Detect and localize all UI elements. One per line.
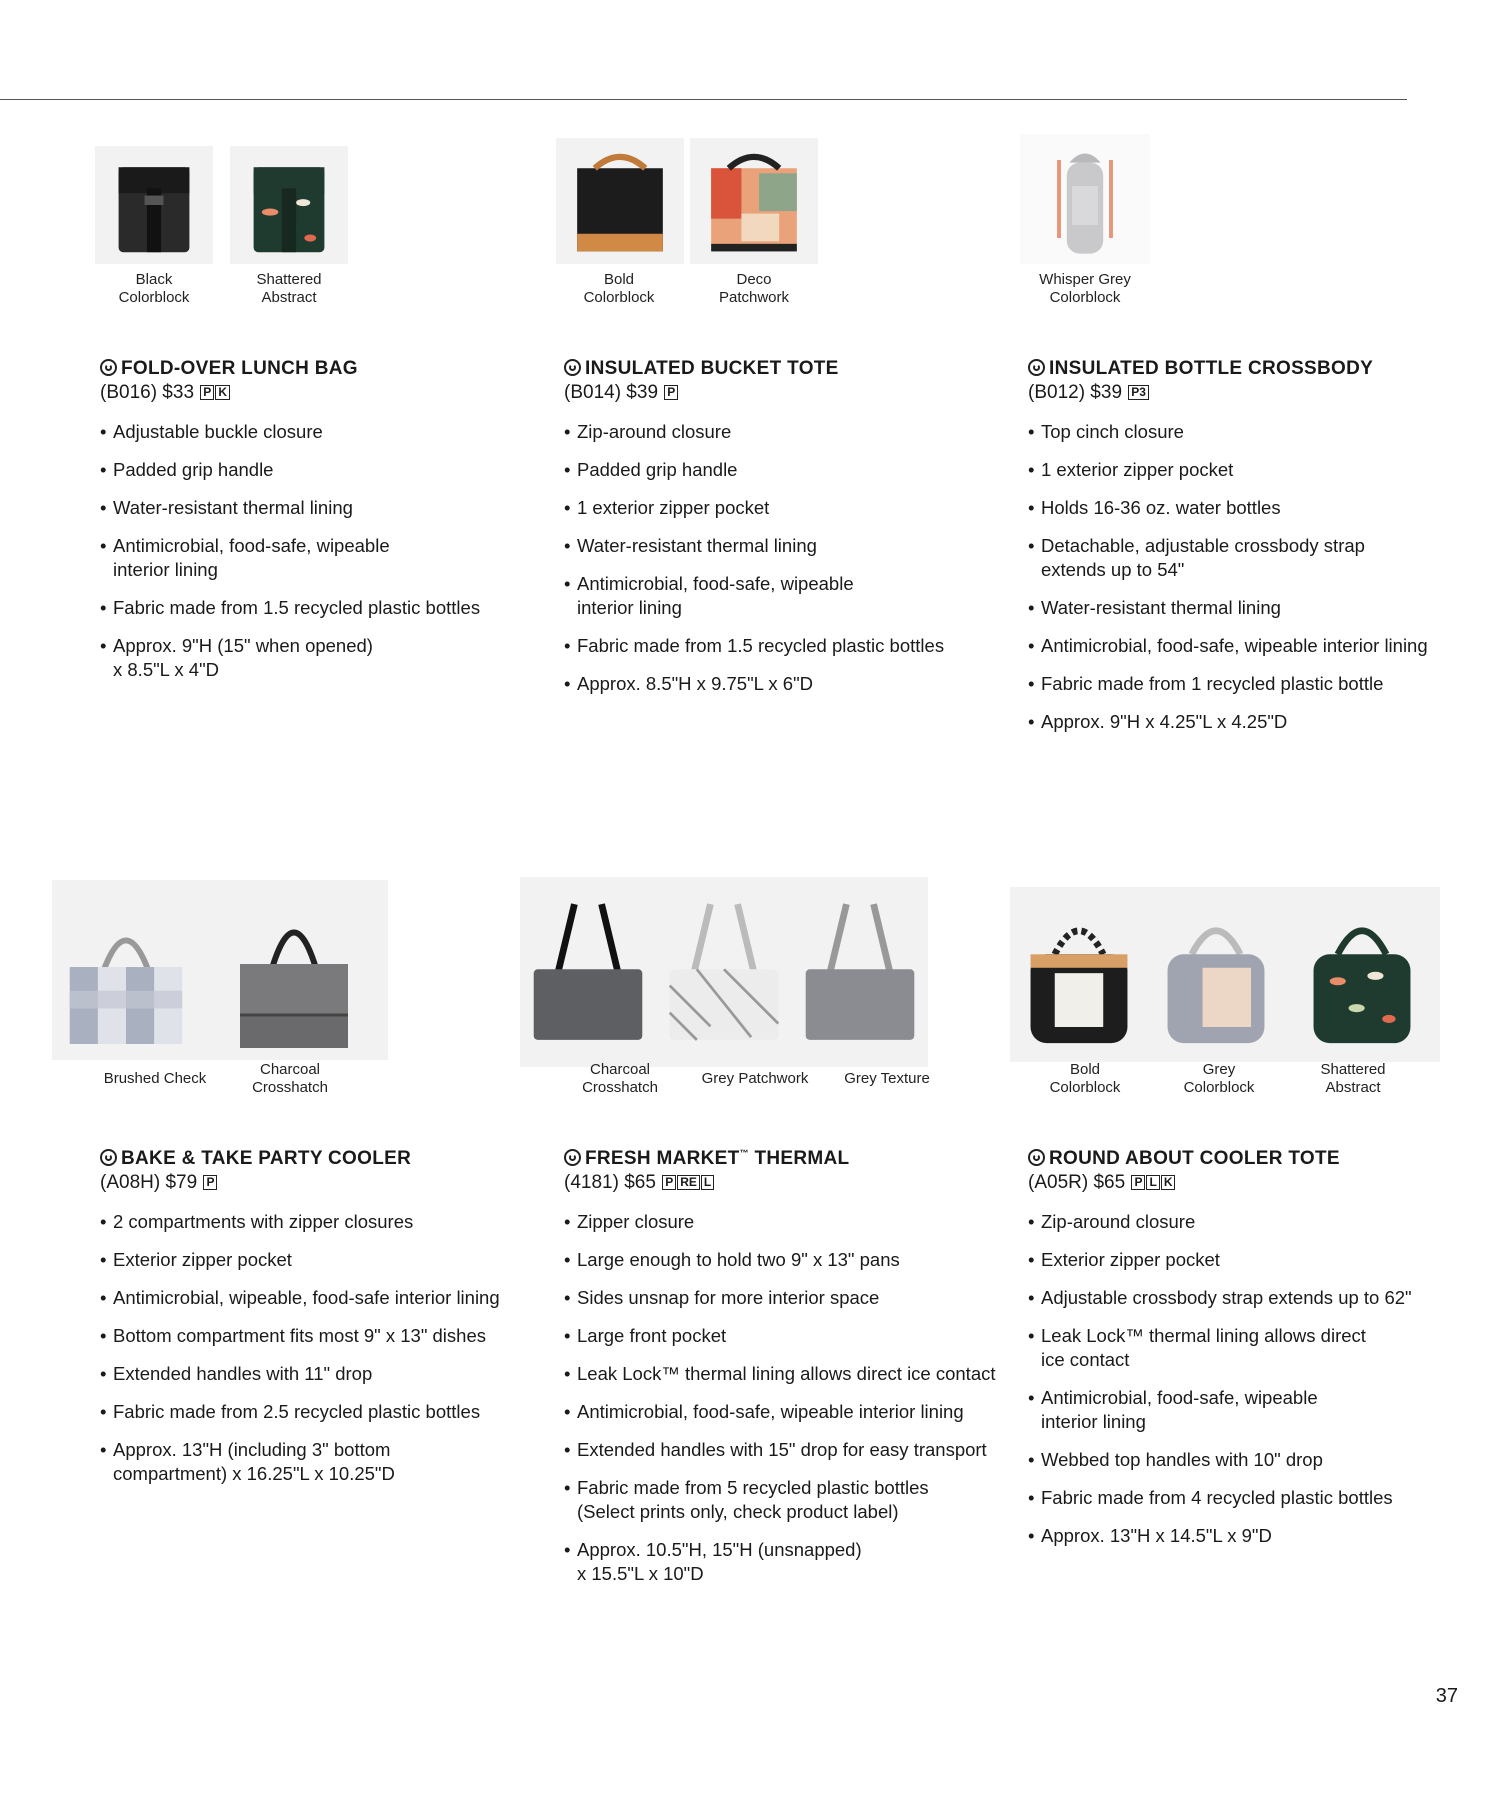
feature-item: • Padded grip handle bbox=[100, 458, 530, 482]
feature-item: • Leak Lock™ thermal lining allows direct ice contact bbox=[564, 1362, 1014, 1386]
bucket-tote-print-photo[interactable] bbox=[690, 138, 818, 264]
product-sku-price: (B014) $39 P bbox=[564, 382, 678, 404]
badge: K bbox=[1161, 1175, 1176, 1190]
feature-item: • Adjustable buckle closure bbox=[100, 420, 530, 444]
badge: K bbox=[215, 385, 230, 400]
feature-item: • Water-resistant thermal lining bbox=[100, 496, 530, 520]
bottle-crossbody-grey-photo[interactable] bbox=[1020, 134, 1150, 264]
feature-item: • Approx. 9"H (15" when opened) x 8.5"L x 4"D bbox=[100, 634, 530, 682]
top-divider bbox=[0, 99, 1407, 100]
feature-item: • Fabric made from 1 recycled plastic bottle bbox=[1028, 672, 1468, 696]
feature-list bbox=[564, 420, 994, 710]
swatch-label: Deco Patchwork bbox=[718, 271, 790, 306]
swatch-label: Shattered Abstract bbox=[256, 271, 322, 306]
feature-item: • Approx. 8.5"H x 9.75"L x 6"D bbox=[564, 672, 994, 696]
feature-item: • Extended handles with 15" drop for easy transport bbox=[564, 1438, 1014, 1462]
recycle-icon bbox=[100, 359, 117, 376]
feature-item: • Approx. 9"H x 4.25"L x 4.25"D bbox=[1028, 710, 1468, 734]
feature-item: • Antimicrobial, food-safe, wipeable interior lining bbox=[1028, 1386, 1468, 1434]
feature-item: • Adjustable crossbody strap extends up to 62" bbox=[1028, 1286, 1468, 1310]
feature-item: • Leak Lock™ thermal lining allows direct ice contact bbox=[1028, 1324, 1468, 1372]
product-title: FRESH MARKET™ THERMAL bbox=[564, 1148, 849, 1170]
feature-item: • Antimicrobial, food-safe, wipeable interior lining bbox=[564, 1400, 1014, 1424]
swatch-label: Grey Colorblock bbox=[1183, 1061, 1255, 1096]
badge: L bbox=[701, 1175, 714, 1190]
feature-item: • Sides unsnap for more interior space bbox=[564, 1286, 1014, 1310]
feature-item: • Antimicrobial, food-safe, wipeable interior lining bbox=[564, 572, 994, 620]
feature-item: • Holds 16-36 oz. water bottles bbox=[1028, 496, 1468, 520]
recycle-icon bbox=[100, 1149, 117, 1166]
feature-item: • Exterior zipper pocket bbox=[100, 1248, 540, 1272]
feature-list bbox=[564, 1210, 1014, 1600]
product-title: INSULATED BOTTLE CROSSBODY bbox=[1028, 358, 1373, 380]
swatch-label: Grey Patchwork bbox=[701, 1070, 809, 1087]
badge: P3 bbox=[1128, 385, 1149, 400]
feature-item: • Fabric made from 2.5 recycled plastic bottles bbox=[100, 1400, 540, 1424]
recycle-icon bbox=[1028, 1149, 1045, 1166]
feature-item: • 1 exterior zipper pocket bbox=[564, 496, 994, 520]
feature-item: • Large front pocket bbox=[564, 1324, 1014, 1348]
market-thermal-charcoal-photo[interactable] bbox=[520, 877, 656, 1067]
cooler-tote-print-photo[interactable] bbox=[1284, 887, 1440, 1062]
feature-item: • Zip-around closure bbox=[564, 420, 994, 444]
feature-item: • Fabric made from 1.5 recycled plastic bottles bbox=[100, 596, 530, 620]
swatch-label: Charcoal Crosshatch bbox=[582, 1061, 658, 1096]
feature-item: • Fabric made from 1.5 recycled plastic bottles bbox=[564, 634, 994, 658]
recycle-icon bbox=[564, 359, 581, 376]
feature-item: • Water-resistant thermal lining bbox=[1028, 596, 1468, 620]
product-sku-price: (A05R) $65 P L K bbox=[1028, 1172, 1175, 1194]
feature-item: • 2 compartments with zipper closures bbox=[100, 1210, 540, 1234]
feature-list bbox=[1028, 420, 1468, 748]
feature-item: • Antimicrobial, food-safe, wipeable interior lining bbox=[100, 534, 530, 582]
party-cooler-charcoal-photo[interactable] bbox=[200, 880, 388, 1060]
page-number: 37 bbox=[1435, 1685, 1458, 1707]
product-title: BAKE & TAKE PARTY COOLER bbox=[100, 1148, 411, 1170]
market-thermal-grey-photo[interactable] bbox=[792, 877, 928, 1067]
feature-item: • Antimicrobial, wipeable, food-safe interior lining bbox=[100, 1286, 540, 1310]
product-sku-price: (B016) $33 P K bbox=[100, 382, 230, 404]
feature-item: • Water-resistant thermal lining bbox=[564, 534, 994, 558]
cooler-tote-grey-photo[interactable] bbox=[1148, 887, 1284, 1062]
feature-list bbox=[100, 420, 530, 696]
feature-item: • Webbed top handles with 10" drop bbox=[1028, 1448, 1468, 1472]
swatch-label: Bold Colorblock bbox=[583, 271, 655, 306]
party-cooler-check-photo[interactable] bbox=[52, 880, 200, 1060]
feature-item: • Zip-around closure bbox=[1028, 1210, 1468, 1234]
badge: P bbox=[200, 385, 214, 400]
product-sku-price: (4181) $65 P RE L bbox=[564, 1172, 714, 1194]
swatch-label: Bold Colorblock bbox=[1049, 1061, 1121, 1096]
feature-item: • 1 exterior zipper pocket bbox=[1028, 458, 1468, 482]
swatch-label: Shattered Abstract bbox=[1320, 1061, 1386, 1096]
swatch-label: Grey Texture bbox=[844, 1070, 930, 1087]
feature-item: • Large enough to hold two 9" x 13" pans bbox=[564, 1248, 1014, 1272]
badge: P bbox=[1131, 1175, 1145, 1190]
lunch-bag-print-photo[interactable] bbox=[230, 146, 348, 264]
feature-item: • Fabric made from 4 recycled plastic bottles bbox=[1028, 1486, 1468, 1510]
feature-item: • Bottom compartment fits most 9" x 13" dishes bbox=[100, 1324, 540, 1348]
badge: P bbox=[203, 1175, 217, 1190]
cooler-tote-black-photo[interactable] bbox=[1010, 887, 1148, 1062]
feature-item: • Antimicrobial, food-safe, wipeable interior lining bbox=[1028, 634, 1468, 658]
product-title: ROUND ABOUT COOLER TOTE bbox=[1028, 1148, 1340, 1170]
feature-item: • Zipper closure bbox=[564, 1210, 1014, 1234]
feature-item: • Top cinch closure bbox=[1028, 420, 1468, 444]
feature-item: • Padded grip handle bbox=[564, 458, 994, 482]
feature-item: • Exterior zipper pocket bbox=[1028, 1248, 1468, 1272]
swatch-label: Black Colorblock bbox=[118, 271, 190, 306]
swatch-label: Whisper Grey Colorblock bbox=[1039, 271, 1131, 306]
product-sku-price: (A08H) $79 P bbox=[100, 1172, 217, 1194]
badge: P bbox=[664, 385, 678, 400]
product-title: FOLD-OVER LUNCH BAG bbox=[100, 358, 358, 380]
market-thermal-patchwork-photo[interactable] bbox=[656, 877, 792, 1067]
feature-item: • Detachable, adjustable crossbody strap extends up to 54" bbox=[1028, 534, 1468, 582]
bucket-tote-black-photo[interactable] bbox=[556, 138, 684, 264]
product-sku-price: (B012) $39 P3 bbox=[1028, 382, 1149, 404]
badge: L bbox=[1146, 1175, 1159, 1190]
feature-item: • Fabric made from 5 recycled plastic bottles (Select prints only, check product label) bbox=[564, 1476, 1014, 1524]
feature-item: • Approx. 13"H (including 3" bottom compartment) x 16.25"L x 10.25"D bbox=[100, 1438, 540, 1486]
badge: RE bbox=[677, 1175, 700, 1190]
swatch-label: Charcoal Crosshatch bbox=[252, 1061, 328, 1096]
badge: P bbox=[662, 1175, 676, 1190]
feature-item: • Extended handles with 11" drop bbox=[100, 1362, 540, 1386]
swatch-label: Brushed Check bbox=[103, 1070, 207, 1087]
feature-item: • Approx. 13"H x 14.5"L x 9"D bbox=[1028, 1524, 1468, 1548]
recycle-icon bbox=[1028, 359, 1045, 376]
feature-item: • Approx. 10.5"H, 15"H (unsnapped) x 15.5"L x 10"D bbox=[564, 1538, 1014, 1586]
lunch-bag-black-photo[interactable] bbox=[95, 146, 213, 264]
feature-list bbox=[1028, 1210, 1468, 1562]
recycle-icon bbox=[564, 1149, 581, 1166]
product-title: INSULATED BUCKET TOTE bbox=[564, 358, 839, 380]
feature-list bbox=[100, 1210, 540, 1500]
